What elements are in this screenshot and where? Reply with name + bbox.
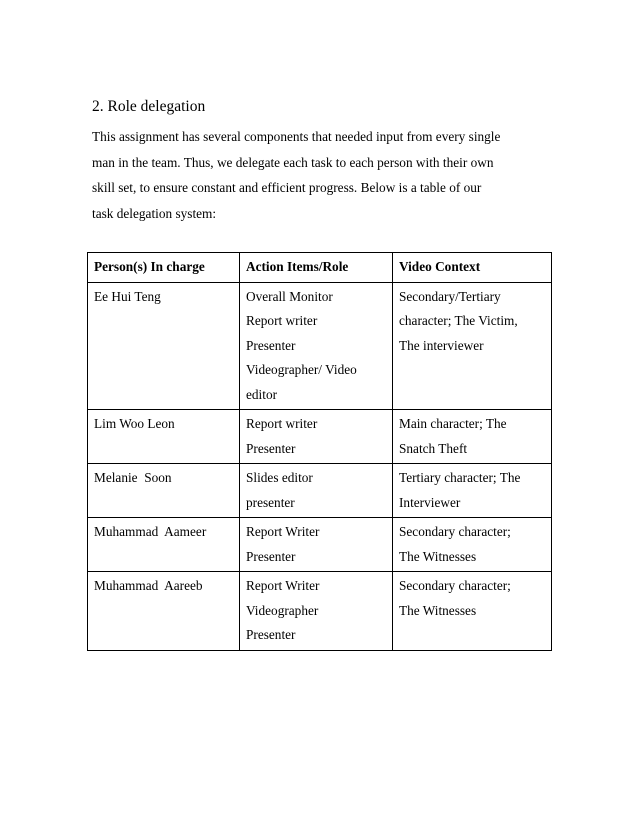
task-delegation-table (87, 252, 552, 651)
roles-cell (240, 464, 393, 518)
roles-cell (240, 572, 393, 651)
context-line: Secondary character; (399, 524, 511, 539)
table-row (88, 572, 552, 651)
header-video-context: Video Context (393, 253, 552, 283)
intro-paragraph (92, 124, 562, 226)
context-line: The Witnesses (399, 602, 477, 618)
header-action-items: Action Items/Role (240, 253, 393, 283)
role-line: Slides editor (246, 470, 313, 485)
paragraph-line: task delegation system: (92, 205, 217, 221)
role-line: Presenter (246, 627, 296, 642)
person-name: Ee Hui Teng (94, 288, 161, 304)
context-line: The Witnesses (399, 548, 477, 564)
person-cell (88, 282, 240, 410)
table-header-row (88, 253, 552, 283)
table-row (88, 464, 552, 518)
context-line: Secondary/Tertiary (399, 288, 501, 304)
context-line: Secondary character; (399, 578, 511, 593)
table-row (88, 282, 552, 410)
role-line: Overall Monitor (246, 288, 333, 304)
role-line: presenter (246, 494, 295, 510)
context-line: The interviewer (399, 337, 484, 353)
context-line: Interviewer (399, 494, 461, 510)
role-line: Presenter (246, 440, 296, 456)
role-line: editor (246, 386, 278, 402)
context-cell (393, 518, 552, 572)
paragraph-line: skill set, to ensure constant and efficient progress. Below is a table of our (92, 180, 482, 195)
paragraph-line: This assignment has several components that needed input from every single (92, 129, 501, 144)
person-name: Muhammad Aareeb (94, 578, 203, 593)
context-cell (393, 572, 552, 651)
role-line: Videographer/ Video (246, 362, 357, 377)
role-line: Presenter (246, 548, 296, 564)
roles-cell (240, 282, 393, 410)
table-row (88, 410, 552, 464)
role-line: Presenter (246, 337, 296, 353)
person-name: Muhammad Aameer (94, 524, 207, 539)
context-cell (393, 282, 552, 410)
roles-cell (240, 518, 393, 572)
person-name: Lim Woo Leon (94, 416, 175, 431)
context-cell (393, 464, 552, 518)
context-line: Main character; The (399, 416, 507, 431)
context-line: Snatch Theft (399, 440, 468, 456)
context-line: character; The Victim, (399, 313, 518, 328)
role-line: Videographer (246, 602, 319, 618)
context-line: Tertiary character; The (399, 470, 521, 485)
role-line: Report Writer (246, 578, 320, 593)
person-cell (88, 572, 240, 651)
role-line: Report Writer (246, 524, 320, 539)
table-row (88, 518, 552, 572)
role-line: Report writer (246, 313, 318, 328)
person-name: Melanie Soon (94, 470, 172, 485)
roles-cell (240, 410, 393, 464)
context-cell (393, 410, 552, 464)
section-heading: 2. Role delegation (92, 98, 206, 115)
header-person: Person(s) In charge (88, 253, 240, 283)
person-cell (88, 410, 240, 464)
paragraph-line: man in the team. Thus, we delegate each task to each person with their own (92, 154, 494, 170)
person-cell (88, 464, 240, 518)
role-line: Report writer (246, 416, 318, 431)
person-cell (88, 518, 240, 572)
